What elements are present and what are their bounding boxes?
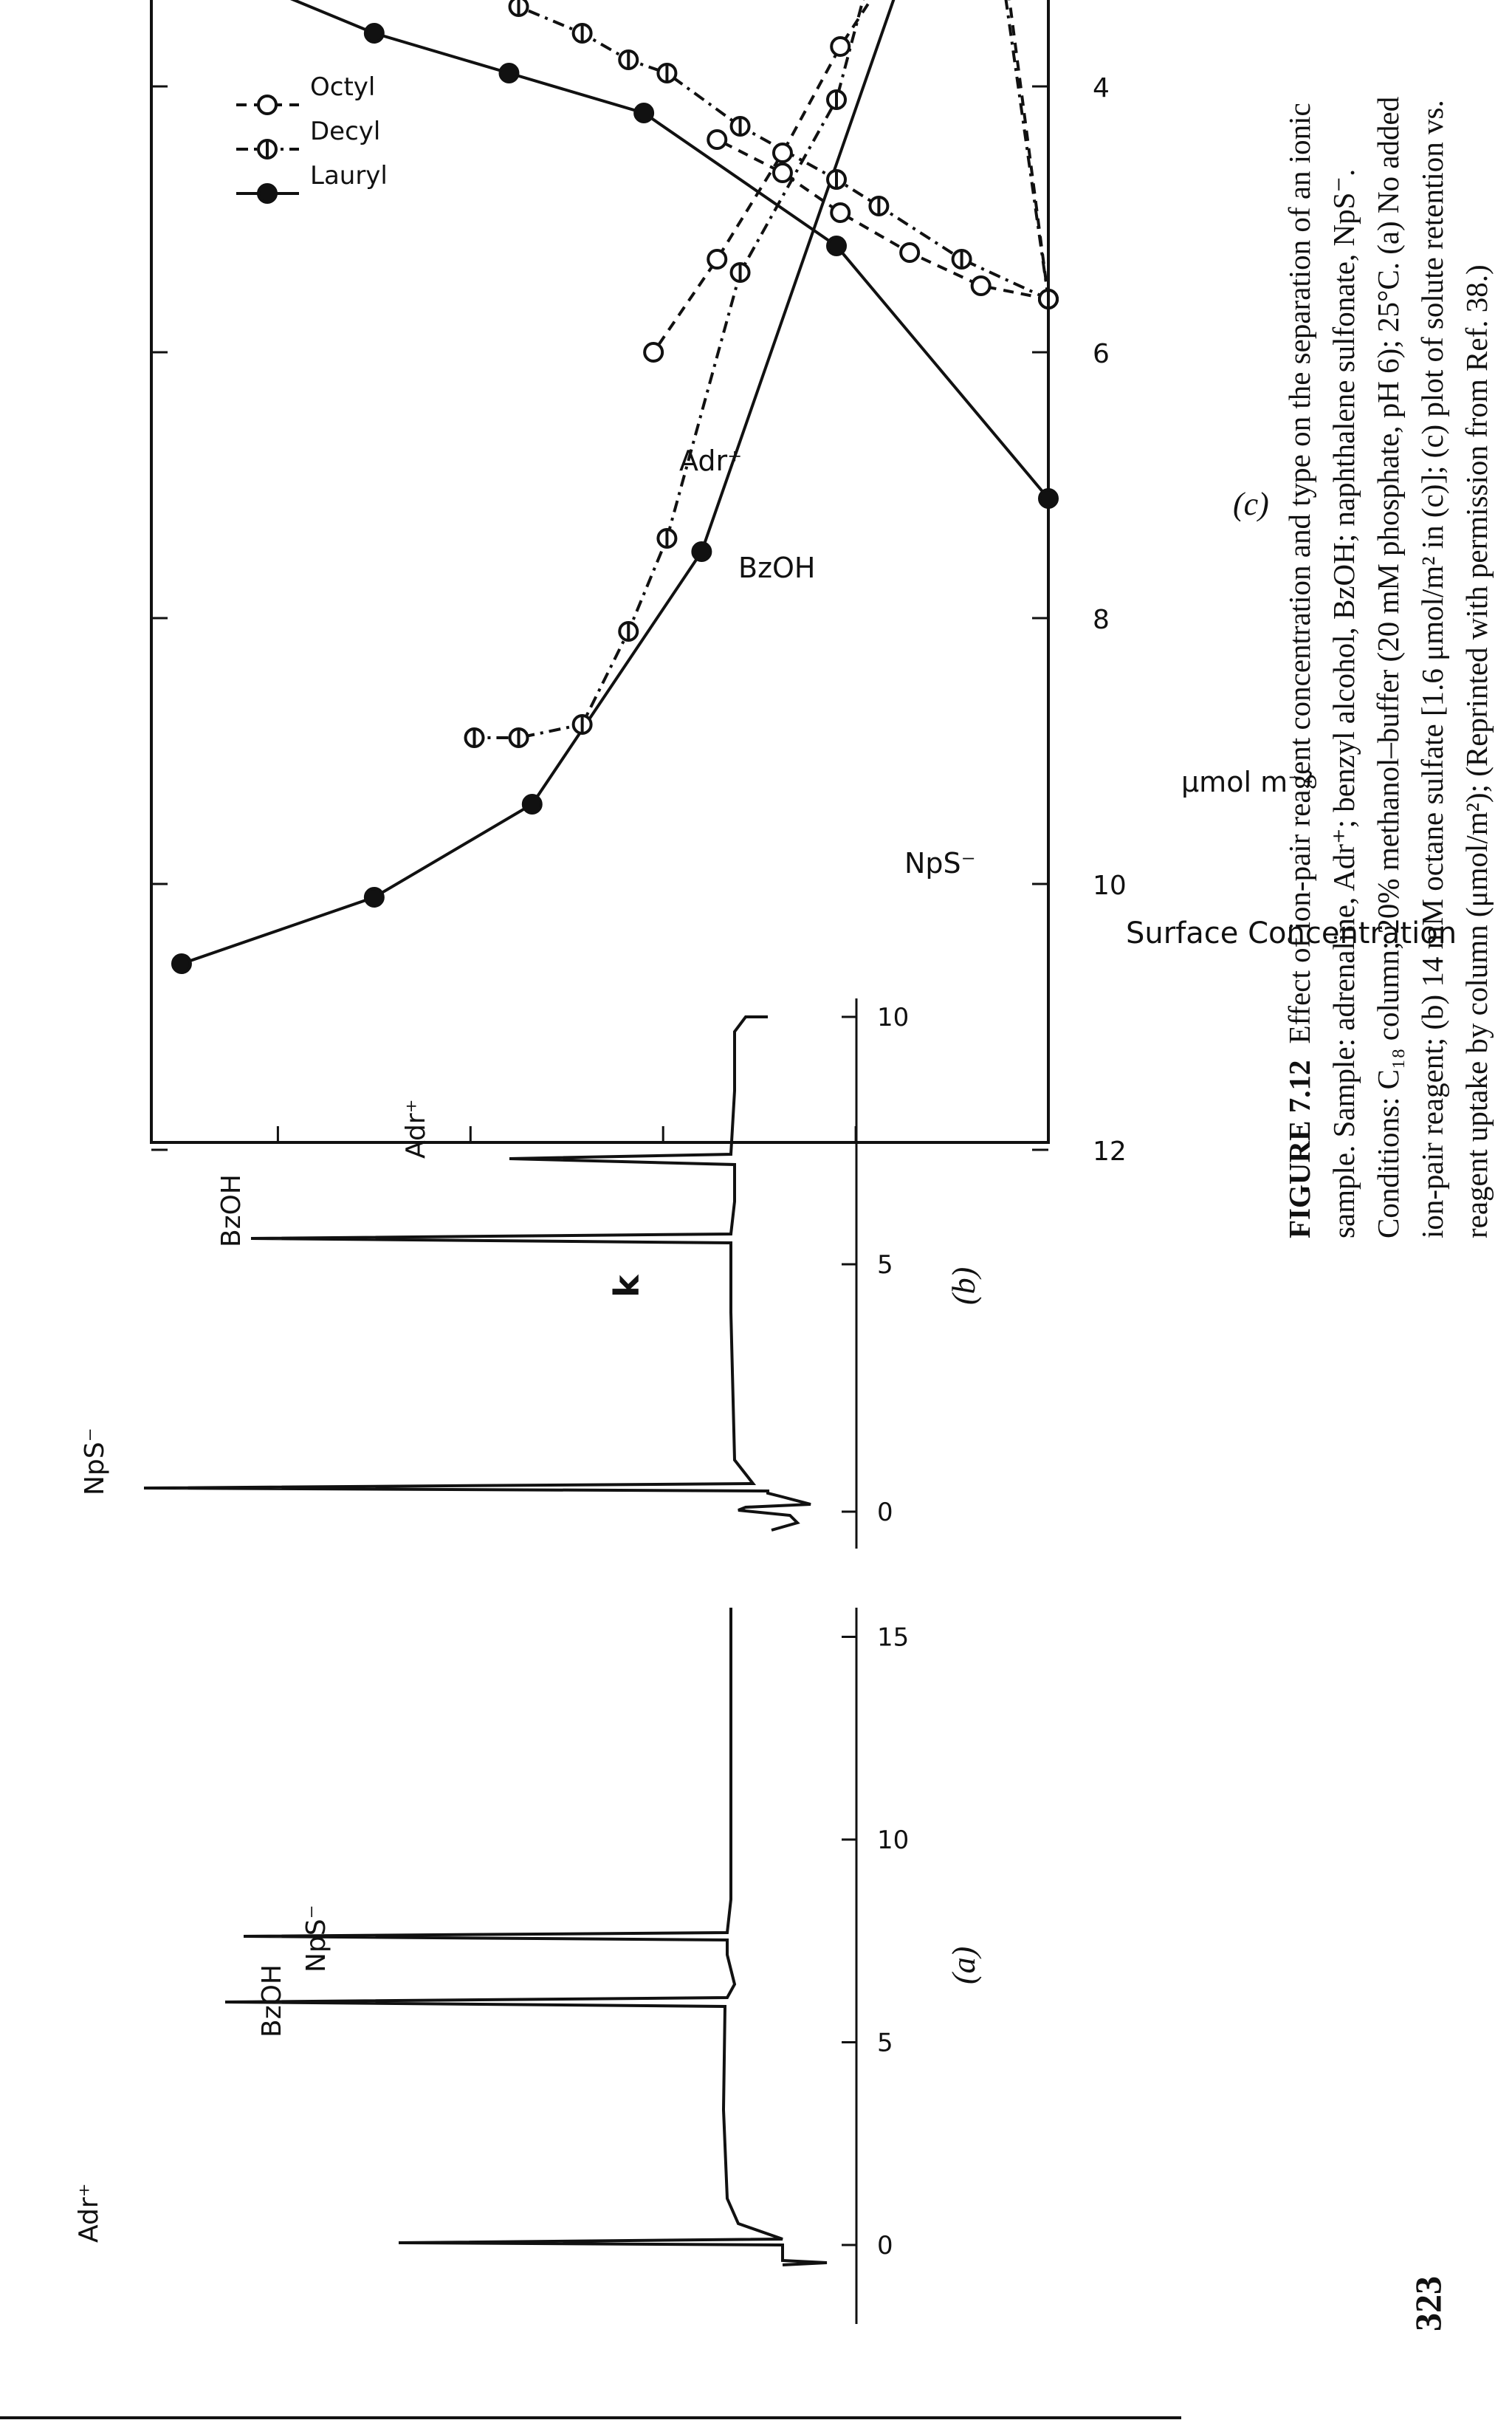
chromatogram-a-tick-label: 0 [877,2231,893,2260]
annotation-adr: Adr⁺ [679,445,743,477]
series-line-decyl-adr [475,0,1049,738]
data-point-octyl-bzoh [901,244,918,261]
peak-label-nps: NpS⁻ [301,1905,331,1972]
panel-label-c: (c) [1233,486,1269,522]
data-point-lauryl-bzoh [500,64,518,82]
panel-label-a: (a) [946,1946,982,1984]
chromatogram-a [74,1608,982,2324]
annotation-nps: NpS⁻ [904,847,976,880]
caption-text: Effect of ion-pair reagent concentration and type on the separation of an ionic sample. Sample: adrenaline, Adr⁺; benzyl alcohol, BzOH; naphthalene sulfonate, NpS⁻. Conditions: C₁₈ column; 20% methanol–buffer (20 mM phosphate, pH 6); 25°C. (a) No added ion-pair reagent; (b) 14 mM octane sulfate [1.6 μmol/m² in (c)]; (c) plot of solute retention vs. reagent uptake by column (μmol/m²); (Reprinted with permission from Ref. 38.) [1282,96,1494,1238]
x-axis-label: Surface Concentration [1126,916,1457,950]
data-point-lauryl-bzoh [828,237,845,255]
figure-caption [1277,86,1499,1238]
legend-marker-octyl [258,96,276,114]
data-point-lauryl-bzoh [1040,490,1057,507]
x-axis-unit: μmol m⁻² [1181,766,1314,798]
data-point-lauryl-adr [523,795,541,813]
data-point-octyl-adr [645,343,662,361]
legend [236,72,388,202]
data-point-octyl-adr [708,250,726,268]
peak-label-nps-b: NpS⁻ [80,1427,110,1495]
data-point-octyl-adr [831,38,849,55]
y-tick-label: 4 [1093,73,1110,103]
panel-label-b: (b) [946,1266,982,1305]
chromatogram-b-tick-label: 0 [877,1498,893,1527]
chromatogram-b-tick-label: 10 [877,1003,910,1032]
data-point-lauryl-adr [693,543,710,561]
chromatogram-b-trace [144,1017,811,1530]
plot-frame [151,0,1048,1142]
data-point-octyl-bzoh [972,277,990,295]
data-point-octyl-bzoh [708,131,726,148]
caption-label: FIGURE 7.12 [1282,1060,1316,1238]
y-tick-label: 6 [1093,339,1110,369]
legend-label-octyl: Octyl [310,72,376,102]
panel-c [151,0,1457,1298]
chromatogram-a-tick-label: 5 [877,2028,893,2058]
data-point-lauryl-bzoh [635,104,653,122]
y-axis-label: k [607,1275,647,1298]
chromatogram-b-tick-label: 5 [877,1250,893,1280]
page-number: 323 [1407,2276,1449,2331]
chromatogram-b [80,998,982,1549]
data-point-lauryl-adr [365,888,383,906]
y-tick-label: 12 [1093,1137,1127,1167]
peak-label-bzoh-b: BzOH [216,1174,247,1247]
chromatogram-a-tick-label: 15 [877,1622,910,1653]
chromatogram-a-tick-label: 10 [877,1826,910,1855]
peak-label-adr-b: Adr⁺ [401,1099,431,1159]
annotation-bzoh: BzOH [738,552,816,584]
peak-label-adr: Adr⁺ [74,2183,104,2243]
legend-marker-lauryl [258,185,276,202]
y-tick-label: 10 [1093,871,1127,901]
data-point-lauryl-adr [173,955,190,973]
data-point-octyl-adr [774,144,791,162]
data-point-octyl-bzoh [774,164,791,182]
series-line-octyl-adr [653,0,1048,352]
legend-label-lauryl: Lauryl [310,161,388,191]
peak-label-bzoh: BzOH [257,1964,287,2037]
data-point-lauryl-bzoh [365,24,383,42]
y-tick-label: 8 [1093,605,1110,635]
legend-label-decyl: Decyl [310,117,381,146]
data-point-octyl-bzoh [831,204,849,222]
series-line-octyl-nps [717,0,1048,299]
